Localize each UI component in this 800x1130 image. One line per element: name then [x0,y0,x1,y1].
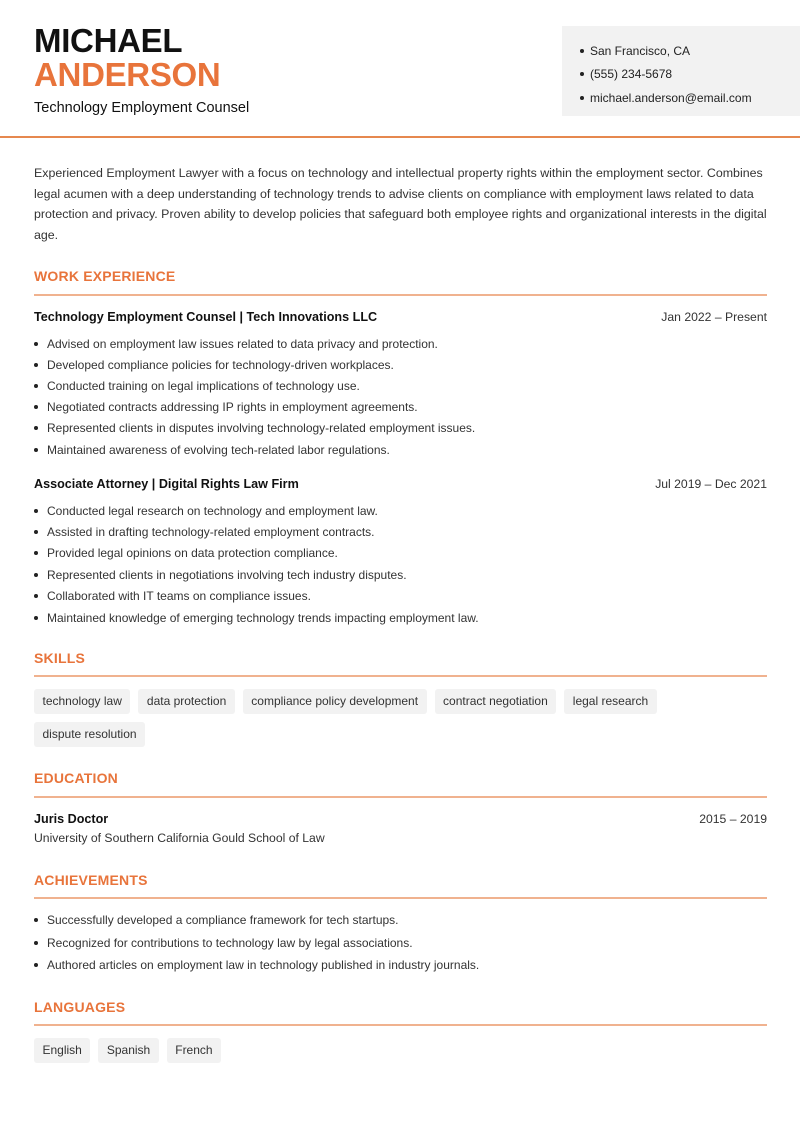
bullet-icon [580,49,584,53]
section-title-work: WORK EXPERIENCE [34,268,176,284]
contact-location [580,39,800,63]
list-item: Developed compliance policies for technology-driven workplaces. [34,354,767,375]
bullet-icon [34,384,38,388]
contact-location-text: San Francisco, CA [590,43,691,58]
last-name: ANDERSON [34,56,221,93]
job-date: Jan 2022 – Present [661,310,767,324]
list-item: Maintained awareness of evolving tech-related labor regulations. [34,439,767,460]
list-item: Provided legal opinions on data protection compliance. [34,543,767,564]
list-item: Recognized for contributions to technology law by legal associations. [34,932,767,955]
language-tag: Spanish [98,1038,158,1063]
bullet-icon [34,918,38,922]
list-item: Successfully developed a compliance framework for tech startups. [34,909,767,932]
job-bullets [34,333,767,460]
job-title: Technology Employment Counsel | Tech Innovations LLC [34,310,378,324]
first-name: MICHAEL [34,22,183,59]
section-title-education: EDUCATION [34,770,118,786]
bullet-icon [580,72,584,76]
section-title-achievements: ACHIEVEMENTS [34,872,148,888]
bullet-icon [580,96,584,100]
resume-header [0,0,800,138]
language-tag: French [167,1038,221,1063]
job-date: Jul 2019 – Dec 2021 [655,477,767,491]
section-divider [34,675,767,677]
skill-tag: technology law [34,689,130,714]
job-title: Associate Attorney | Digital Rights Law Firm [34,477,299,491]
education-school: University of Southern California Gould School of Law [34,831,325,845]
contact-panel [562,26,800,116]
list-item: Represented clients in negotiations involving tech industry disputes. [34,564,767,585]
list-item: Advised on employment law issues related to data privacy and protection. [34,333,767,354]
bullet-icon [34,448,38,452]
section-divider [34,796,767,798]
list-item: Negotiated contracts addressing IP rights in employment agreements. [34,397,767,418]
list-item: Authored articles on employment law in technology published in industry journals. [34,954,767,977]
bullet-icon [34,573,38,577]
section-title-languages: LANGUAGES [34,999,126,1015]
bullet-icon [34,594,38,598]
contact-email [580,86,800,110]
section-divider [34,897,767,899]
section-divider [34,1024,767,1026]
section-title-skills: SKILLS [34,650,85,666]
list-item: Represented clients in disputes involving technology-related employment issues. [34,418,767,439]
contact-email-text: michael.anderson@email.com [590,90,752,105]
headline: Technology Employment Counsel [34,100,250,116]
list-item: Conducted legal research on technology and employment law. [34,500,767,521]
bullet-icon [34,363,38,367]
bullet-icon [34,426,38,430]
list-item: Conducted training on legal implications of technology use. [34,375,767,396]
bullet-icon [34,551,38,555]
bullet-icon [34,342,38,346]
section-divider [34,294,767,296]
list-item: Assisted in drafting technology-related employment contracts. [34,521,767,542]
list-item: Maintained knowledge of emerging technology trends impacting employment law. [34,607,767,628]
languages-tags [34,1038,774,1063]
skill-tag: dispute resolution [34,722,145,747]
bullet-icon [34,509,38,513]
education-degree: Juris Doctor [34,812,109,826]
skill-tag: data protection [138,689,234,714]
bullet-icon [34,616,38,620]
bullet-icon [34,530,38,534]
skill-tag: legal research [564,689,656,714]
contact-phone-text: (555) 234-5678 [590,67,673,82]
achievements-list [34,909,767,977]
summary: Experienced Employment Lawyer with a focus on technology and intellectual property rights within the employment sector. Combines legal acumen with a deep understanding of technology trends to advise clients on compliance with employment laws related to data protection and privacy. Proven ability to develop policies that safeguard both employee rights and organizational interests in the digital age. [34,166,767,243]
skill-tag: contract negotiation [435,689,557,714]
job-bullets [34,500,767,628]
bullet-icon [34,941,38,945]
contact-phone [580,63,800,87]
language-tag: English [34,1038,90,1063]
education-date: 2015 – 2019 [699,812,767,826]
bullet-icon [34,405,38,409]
bullet-icon [34,963,38,967]
skill-tag: compliance policy development [243,689,427,714]
list-item: Collaborated with IT teams on compliance issues. [34,586,767,607]
skills-tags [34,689,774,747]
